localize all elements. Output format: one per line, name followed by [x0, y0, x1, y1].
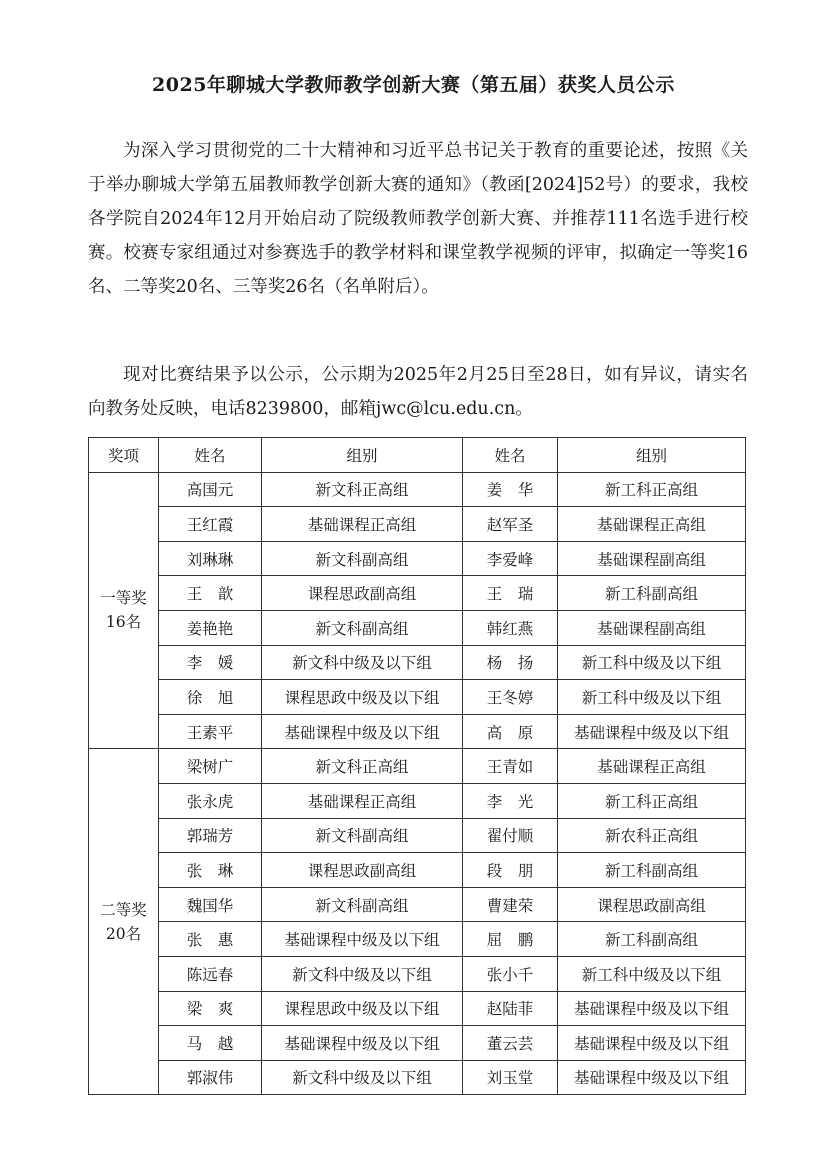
winner-name-cell: 马 越	[159, 1026, 262, 1061]
award-level-cell	[89, 749, 159, 1095]
winner-name-cell: 屈 鹏	[463, 922, 558, 957]
winner-name-cell: 张 惠	[159, 922, 262, 957]
winner-name-cell: 董云芸	[463, 1026, 558, 1061]
winner-name-cell: 魏国华	[159, 887, 262, 922]
table-row	[89, 853, 746, 888]
table-row	[89, 645, 746, 680]
category-cell: 新文科中级及以下组	[262, 1060, 463, 1095]
table-row	[89, 610, 746, 645]
category-cell: 基础课程中级及以下组	[262, 714, 463, 749]
winner-name-cell: 王冬婷	[463, 680, 558, 715]
category-cell: 新文科正高组	[262, 749, 463, 784]
paragraph-text: 为深入学习贯彻党的二十大精神和习近平总书记关于教育的重要论述，按照《关于举办聊城大学第五届教师教学创新大赛的通知》（教函[2024]52号）的要求，我校各学院自2024年12月开始启动了院级教师教学创新大赛、并推荐111名选手进行校赛。校赛专家组通过对参赛选手的教学材料和课堂教学视频的评审，拟确定一等奖16名、二等奖20名、三等奖26名（名单附后）。	[88, 141, 748, 297]
table-row	[89, 749, 746, 784]
winner-name-cell: 李 光	[463, 783, 558, 818]
category-cell: 基础课程正高组	[262, 507, 463, 542]
header-group-left: 组别	[262, 438, 463, 473]
table-row	[89, 714, 746, 749]
category-cell: 基础课程中级及以下组	[558, 991, 746, 1026]
winner-name-cell: 杨 扬	[463, 645, 558, 680]
category-cell: 新文科副高组	[262, 887, 463, 922]
category-cell: 课程思政副高组	[262, 576, 463, 611]
award-table	[88, 437, 746, 1095]
winner-name-cell: 高 原	[463, 714, 558, 749]
winner-name-cell: 李爱峰	[463, 541, 558, 576]
award-level-label: 一等奖	[100, 589, 147, 608]
category-cell: 基础课程中级及以下组	[558, 714, 746, 749]
award-count-label: 16名	[105, 613, 142, 632]
header-name-right: 姓名	[463, 438, 558, 473]
table-row	[89, 1060, 746, 1095]
category-cell: 基础课程正高组	[558, 749, 746, 784]
table-row	[89, 922, 746, 957]
category-cell: 新工科正高组	[558, 783, 746, 818]
category-cell: 基础课程中级及以下组	[262, 1026, 463, 1061]
paragraph-text: 现对比赛结果予以公示，公示期为2025年2月25日至28日，如有异议，请实名向教务处反映，电话8239800，邮箱jwc@lcu.edu.cn。	[88, 365, 748, 419]
category-cell: 基础课程副高组	[558, 541, 746, 576]
table-row	[89, 887, 746, 922]
winner-name-cell: 梁 爽	[159, 991, 262, 1026]
winner-name-cell: 姜 华	[463, 472, 558, 507]
winner-name-cell: 刘玉堂	[463, 1060, 558, 1095]
category-cell: 课程思政副高组	[558, 887, 746, 922]
winner-name-cell: 郭淑伟	[159, 1060, 262, 1095]
table-row	[89, 956, 746, 991]
table-row	[89, 541, 746, 576]
category-cell: 新工科中级及以下组	[558, 645, 746, 680]
notice-paragraph	[88, 358, 748, 426]
category-cell: 基础课程副高组	[558, 610, 746, 645]
winner-name-cell: 赵军圣	[463, 507, 558, 542]
category-cell: 新工科中级及以下组	[558, 956, 746, 991]
table-row	[89, 1026, 746, 1061]
winner-name-cell: 王青如	[463, 749, 558, 784]
table-row	[89, 507, 746, 542]
table-row	[89, 576, 746, 611]
winner-name-cell: 张永虎	[159, 783, 262, 818]
category-cell: 新工科副高组	[558, 853, 746, 888]
table-row	[89, 783, 746, 818]
winner-name-cell: 刘琳琳	[159, 541, 262, 576]
page-title: 2025年聊城大学教师教学创新大赛（第五届）获奖人员公示	[152, 74, 675, 96]
winner-name-cell: 张小千	[463, 956, 558, 991]
category-cell: 新文科正高组	[262, 472, 463, 507]
header-name-left: 姓名	[159, 438, 262, 473]
table-row	[89, 680, 746, 715]
category-cell: 课程思政中级及以下组	[262, 991, 463, 1026]
winner-name-cell: 王红霞	[159, 507, 262, 542]
award-count-label: 20名	[105, 924, 142, 943]
winner-name-cell: 陈远春	[159, 956, 262, 991]
category-cell: 新文科中级及以下组	[262, 645, 463, 680]
category-cell: 新工科正高组	[558, 472, 746, 507]
category-cell: 基础课程中级及以下组	[558, 1026, 746, 1061]
table-row	[89, 818, 746, 853]
category-cell: 课程思政副高组	[262, 853, 463, 888]
category-cell: 新文科副高组	[262, 818, 463, 853]
winner-name-cell: 徐 旭	[159, 680, 262, 715]
table-header-row	[89, 438, 746, 473]
winner-name-cell: 翟付顺	[463, 818, 558, 853]
winner-name-cell: 张 琳	[159, 853, 262, 888]
table-row	[89, 472, 746, 507]
category-cell: 新工科中级及以下组	[558, 680, 746, 715]
winner-name-cell: 王素平	[159, 714, 262, 749]
category-cell: 新工科副高组	[558, 576, 746, 611]
category-cell: 基础课程中级及以下组	[262, 922, 463, 957]
winner-name-cell: 李 媛	[159, 645, 262, 680]
category-cell: 新文科副高组	[262, 610, 463, 645]
table-body	[89, 472, 746, 1095]
intro-paragraph	[88, 134, 748, 304]
winner-name-cell: 高国元	[159, 472, 262, 507]
category-cell: 新农科正高组	[558, 818, 746, 853]
winner-name-cell: 段 朋	[463, 853, 558, 888]
winner-name-cell: 郭瑞芳	[159, 818, 262, 853]
table-row	[89, 991, 746, 1026]
winner-name-cell: 韩红燕	[463, 610, 558, 645]
category-cell: 新文科副高组	[262, 541, 463, 576]
category-cell: 基础课程正高组	[262, 783, 463, 818]
winner-name-cell: 姜艳艳	[159, 610, 262, 645]
category-cell: 新工科副高组	[558, 922, 746, 957]
category-cell: 基础课程中级及以下组	[558, 1060, 746, 1095]
winner-name-cell: 梁树广	[159, 749, 262, 784]
winner-name-cell: 王 瑞	[463, 576, 558, 611]
winner-name-cell: 赵陆菲	[463, 991, 558, 1026]
category-cell: 新文科中级及以下组	[262, 956, 463, 991]
winner-name-cell: 王 歆	[159, 576, 262, 611]
winner-name-cell: 曹建荣	[463, 887, 558, 922]
header-award: 奖项	[89, 438, 159, 473]
award-level-cell	[89, 472, 159, 749]
category-cell: 基础课程正高组	[558, 507, 746, 542]
header-group-right: 组别	[558, 438, 746, 473]
award-level-label: 二等奖	[100, 900, 147, 919]
category-cell: 课程思政中级及以下组	[262, 680, 463, 715]
